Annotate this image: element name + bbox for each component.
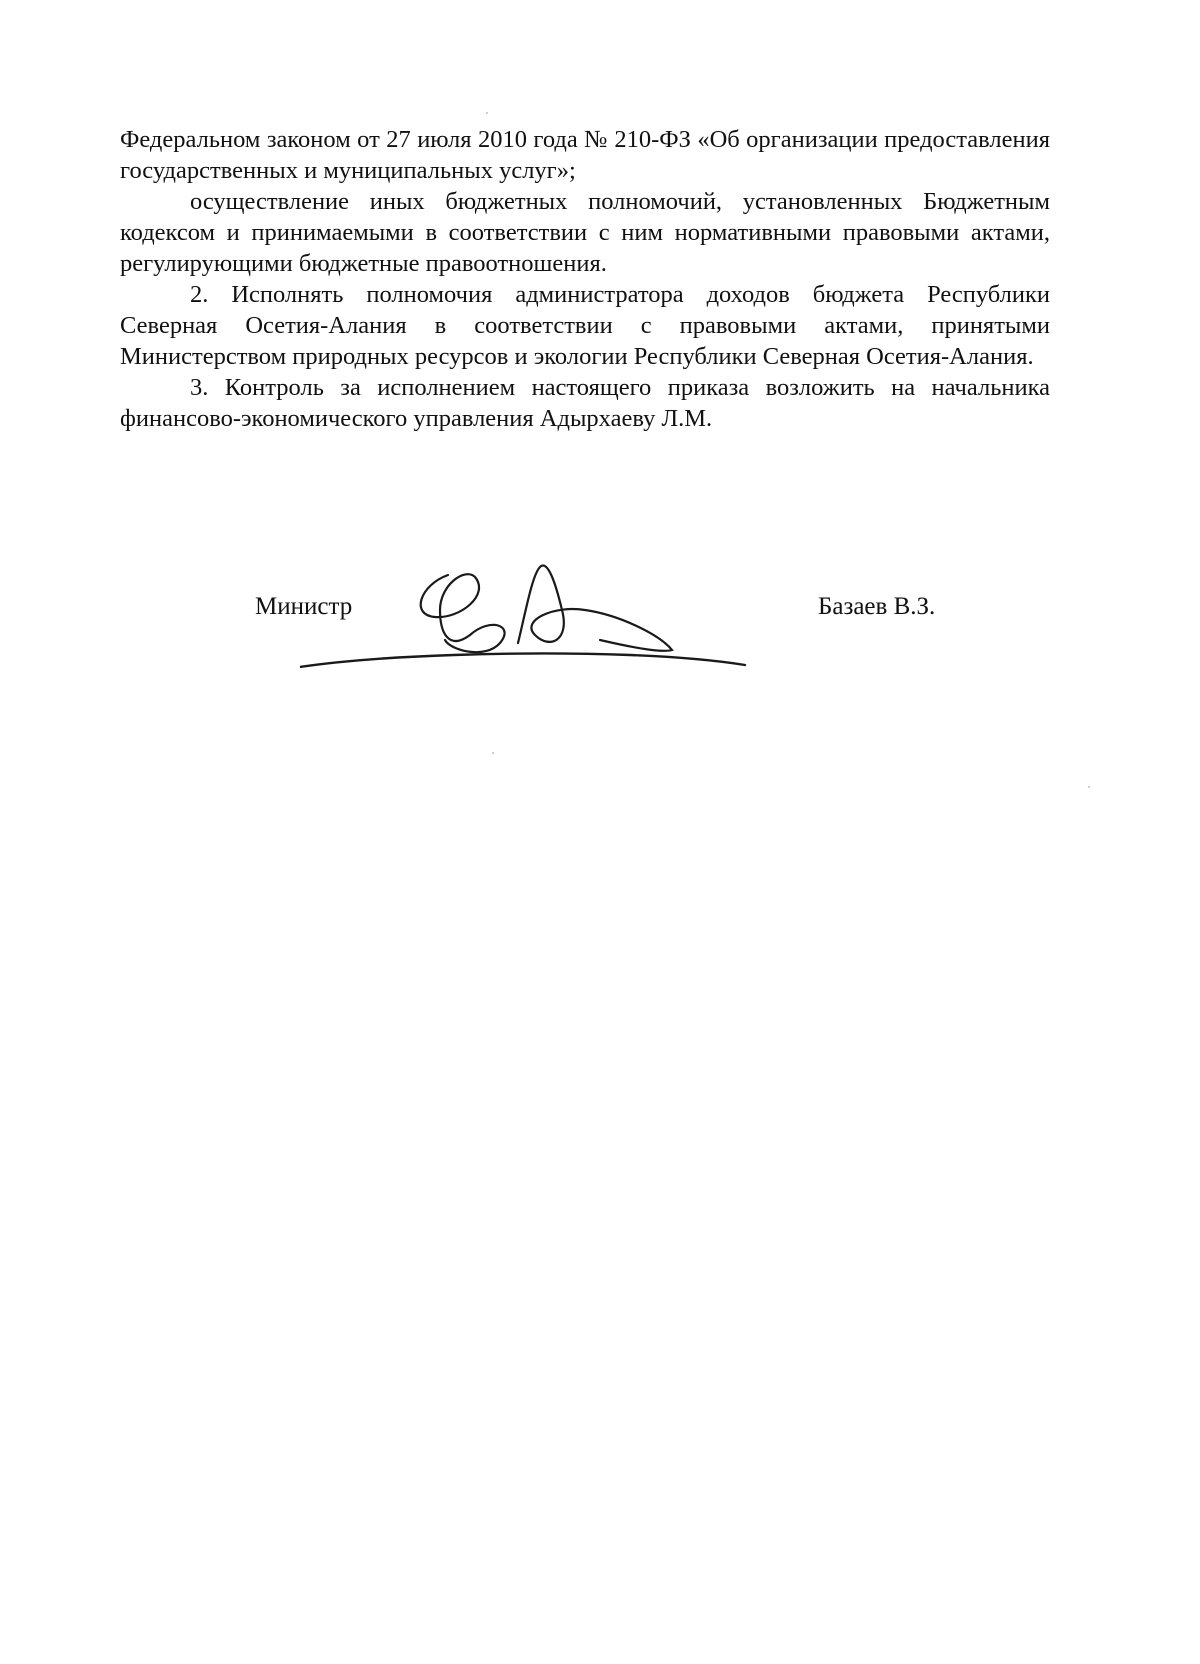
scan-speck <box>486 112 488 114</box>
signer-name: Базаев В.З. <box>818 593 936 620</box>
paragraph-control: 3. Контроль за исполнением настоящего приказа возложить на начальника финансово-экономического управления Адырхаеву Л.М. <box>120 374 1050 432</box>
handwritten-signature <box>300 555 800 680</box>
paragraph-budget-powers: осуществление иных бюджетных полномочий, установленных Бюджетным кодексом и принимаемыми в соответствии с ним нормативными правовыми актами, регулирующими бюджетные правоотношения. <box>120 188 1050 277</box>
signature-block <box>0 555 1200 685</box>
signer-position: Министр <box>255 593 353 620</box>
scan-speck <box>1088 786 1090 788</box>
paragraph-federal-law: Федеральном законом от 27 июля 2010 года № 210-ФЗ «Об организации предоставления государственных и муниципальных услуг»; <box>120 126 1050 184</box>
paragraph-revenue-administrator: 2. Исполнять полномочия администратора доходов бюджета Республики Северная Осетия-Алания в соответствии с правовыми актами, принятыми Министерством природных ресурсов и экологии Республики Северная Осетия-Алания. <box>120 281 1050 370</box>
document-body <box>120 124 1050 434</box>
scan-speck <box>492 752 494 754</box>
